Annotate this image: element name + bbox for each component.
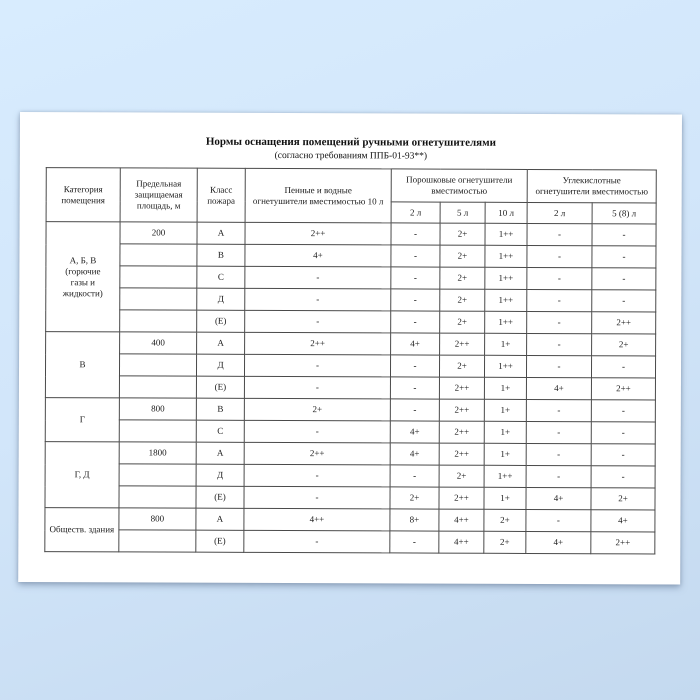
col-header-co2-2l: 2 л [527,202,592,223]
value-cell: 2+ [591,488,655,510]
fire-class-cell: (Е) [197,310,245,332]
table-row [45,420,655,444]
fire-class-cell: (Е) [196,486,244,508]
area-cell: 400 [120,332,197,354]
fire-class-cell: С [196,420,244,442]
col-header-powder-5l: 5 л [440,202,485,223]
value-cell: 2+ [440,245,485,267]
fire-class-cell: А [197,332,245,354]
value-cell: 2++ [440,333,485,355]
value-cell: 1+ [484,421,526,443]
value-cell: - [591,422,655,444]
value-cell: - [244,530,390,553]
value-cell: - [592,290,656,312]
area-cell [119,486,196,508]
value-cell: 2++ [439,487,484,509]
value-cell: 4+ [390,443,439,465]
value-cell: 4++ [439,509,484,531]
value-cell: 2++ [439,377,484,399]
col-header-fire-class: Класс пожара [197,168,245,222]
value-cell: - [244,354,390,377]
value-cell: - [390,377,439,399]
value-cell: 2++ [439,421,484,443]
area-cell [119,420,196,442]
area-cell [119,464,196,486]
col-header-powder-10l: 10 л [485,202,527,223]
col-header-powder-2l: 2 л [391,202,440,223]
value-cell: 2++ [244,442,390,465]
fire-class-cell: В [197,244,245,266]
value-cell: - [526,399,591,421]
value-cell: - [244,464,390,487]
fire-class-cell: (Е) [196,376,244,398]
table-row [46,332,656,356]
value-cell: 1++ [484,465,526,487]
value-cell: 2+ [244,398,390,421]
value-cell: - [527,223,592,245]
category-cell: Обществ. здания [45,508,119,552]
value-cell: 1++ [485,289,527,311]
table-row [45,508,655,532]
area-cell [120,266,197,288]
fire-class-cell: А [196,442,244,464]
value-cell: 4+ [526,487,591,509]
area-cell [119,354,196,376]
table-row [46,222,656,246]
category-cell: Г, Д [45,442,119,508]
value-cell: 2+ [440,267,485,289]
value-cell: 4+ [391,333,440,355]
area-cell: 200 [120,222,197,244]
value-cell: - [527,289,592,311]
value-cell: - [390,531,439,553]
value-cell: - [391,267,440,289]
value-cell: - [244,420,390,443]
col-header-co2-5-8l: 5 (8) л [592,203,656,224]
value-cell: - [526,443,591,465]
table-row [46,288,656,312]
value-cell: 1+ [484,487,526,509]
table-row [45,464,655,488]
col-header-foam: Пенные и водные огнетушители вместимостью 10 л [245,168,391,223]
value-cell: 2++ [245,222,391,245]
value-cell: 4+ [591,510,655,532]
value-cell: 4+ [526,531,591,553]
value-cell: - [244,376,390,399]
table-row [45,530,655,554]
table-row [46,310,656,334]
fire-class-cell: Д [196,464,244,486]
value-cell: - [526,509,591,531]
extinguisher-norms-table [44,167,656,554]
value-cell: 4+ [526,377,591,399]
area-cell [120,244,197,266]
table-row [46,266,656,290]
fire-class-cell: Д [196,354,244,376]
area-cell [120,288,197,310]
value-cell: 2+ [440,223,485,245]
table-body [45,222,656,554]
category-cell: В [45,332,119,398]
fire-class-cell: В [196,398,244,420]
col-header-category: Категория помещения [46,168,120,222]
value-cell: 2++ [439,443,484,465]
value-cell: 1++ [484,355,526,377]
value-cell: - [245,266,391,289]
value-cell: - [527,267,592,289]
value-cell: - [592,268,656,290]
page-title: Нормы оснащения помещений ручными огнетушителями [205,135,496,149]
value-cell: 4++ [244,508,390,531]
value-cell: 4++ [439,531,484,553]
value-cell: - [526,355,591,377]
table-row [45,376,655,400]
value-cell: 2+ [439,465,484,487]
category-cell: А, Б, В (горючие газы и жидкости) [46,222,120,332]
value-cell: 1++ [485,245,527,267]
value-cell: 2+ [390,487,439,509]
value-cell: 1++ [485,311,527,333]
value-cell: 1+ [484,399,526,421]
value-cell: - [591,356,655,378]
value-cell: 8+ [390,509,439,531]
fire-class-cell: А [197,222,245,244]
value-cell: - [390,465,439,487]
value-cell: 2+ [440,311,485,333]
value-cell: 4+ [390,421,439,443]
document-page [18,112,682,585]
value-cell: - [390,399,439,421]
value-cell: - [592,224,656,246]
value-cell: - [527,333,592,355]
col-header-area: Предельная защищаемая площадь, м [120,168,197,222]
value-cell: - [527,245,592,267]
value-cell: - [245,288,391,311]
value-cell: 2+ [439,355,484,377]
value-cell: 2++ [591,532,655,554]
fire-class-cell: А [196,508,244,530]
fire-class-cell: Д [197,288,245,310]
value-cell: - [391,223,440,245]
header-row-groups [46,168,656,203]
value-cell: 1++ [485,267,527,289]
fire-class-cell: (Е) [196,530,244,552]
area-cell [120,310,197,332]
fire-class-cell: С [197,266,245,288]
value-cell: - [526,465,591,487]
page-subtitle: (согласно требованиям ППБ-01-93**) [274,150,428,162]
value-cell: 4+ [245,244,391,267]
area-cell: 800 [119,508,196,530]
value-cell: 2+ [484,509,526,531]
table-row [45,354,655,378]
value-cell: - [391,289,440,311]
col-header-powder: Порошковые огнетушители вместимостью [391,169,527,203]
value-cell: 2++ [591,378,655,400]
value-cell: - [391,311,440,333]
value-cell: - [591,466,655,488]
value-cell: - [591,444,655,466]
area-cell [119,376,196,398]
category-cell: Г [45,398,119,442]
value-cell: - [592,246,656,268]
value-cell: 2++ [245,332,391,355]
value-cell: 2++ [439,399,484,421]
table-row [45,486,655,510]
area-cell [119,530,196,552]
value-cell: - [244,486,390,509]
value-cell: - [245,310,391,333]
value-cell: 2+ [484,531,526,553]
area-cell: 800 [119,398,196,420]
value-cell: - [390,355,439,377]
value-cell: - [591,400,655,422]
table-row [45,398,655,422]
value-cell: - [527,311,592,333]
value-cell: 2++ [592,312,656,334]
value-cell: - [526,421,591,443]
value-cell: - [391,245,440,267]
col-header-co2: Углекислотные огнетушители вместимостью [527,169,656,202]
area-cell: 1800 [119,442,196,464]
value-cell: 1+ [484,377,526,399]
value-cell: 2+ [592,334,656,356]
table-row [45,442,655,466]
value-cell: 1+ [484,443,526,465]
value-cell: 2+ [440,289,485,311]
value-cell: 1++ [485,223,527,245]
value-cell: 1+ [485,333,527,355]
table-row [46,244,656,268]
